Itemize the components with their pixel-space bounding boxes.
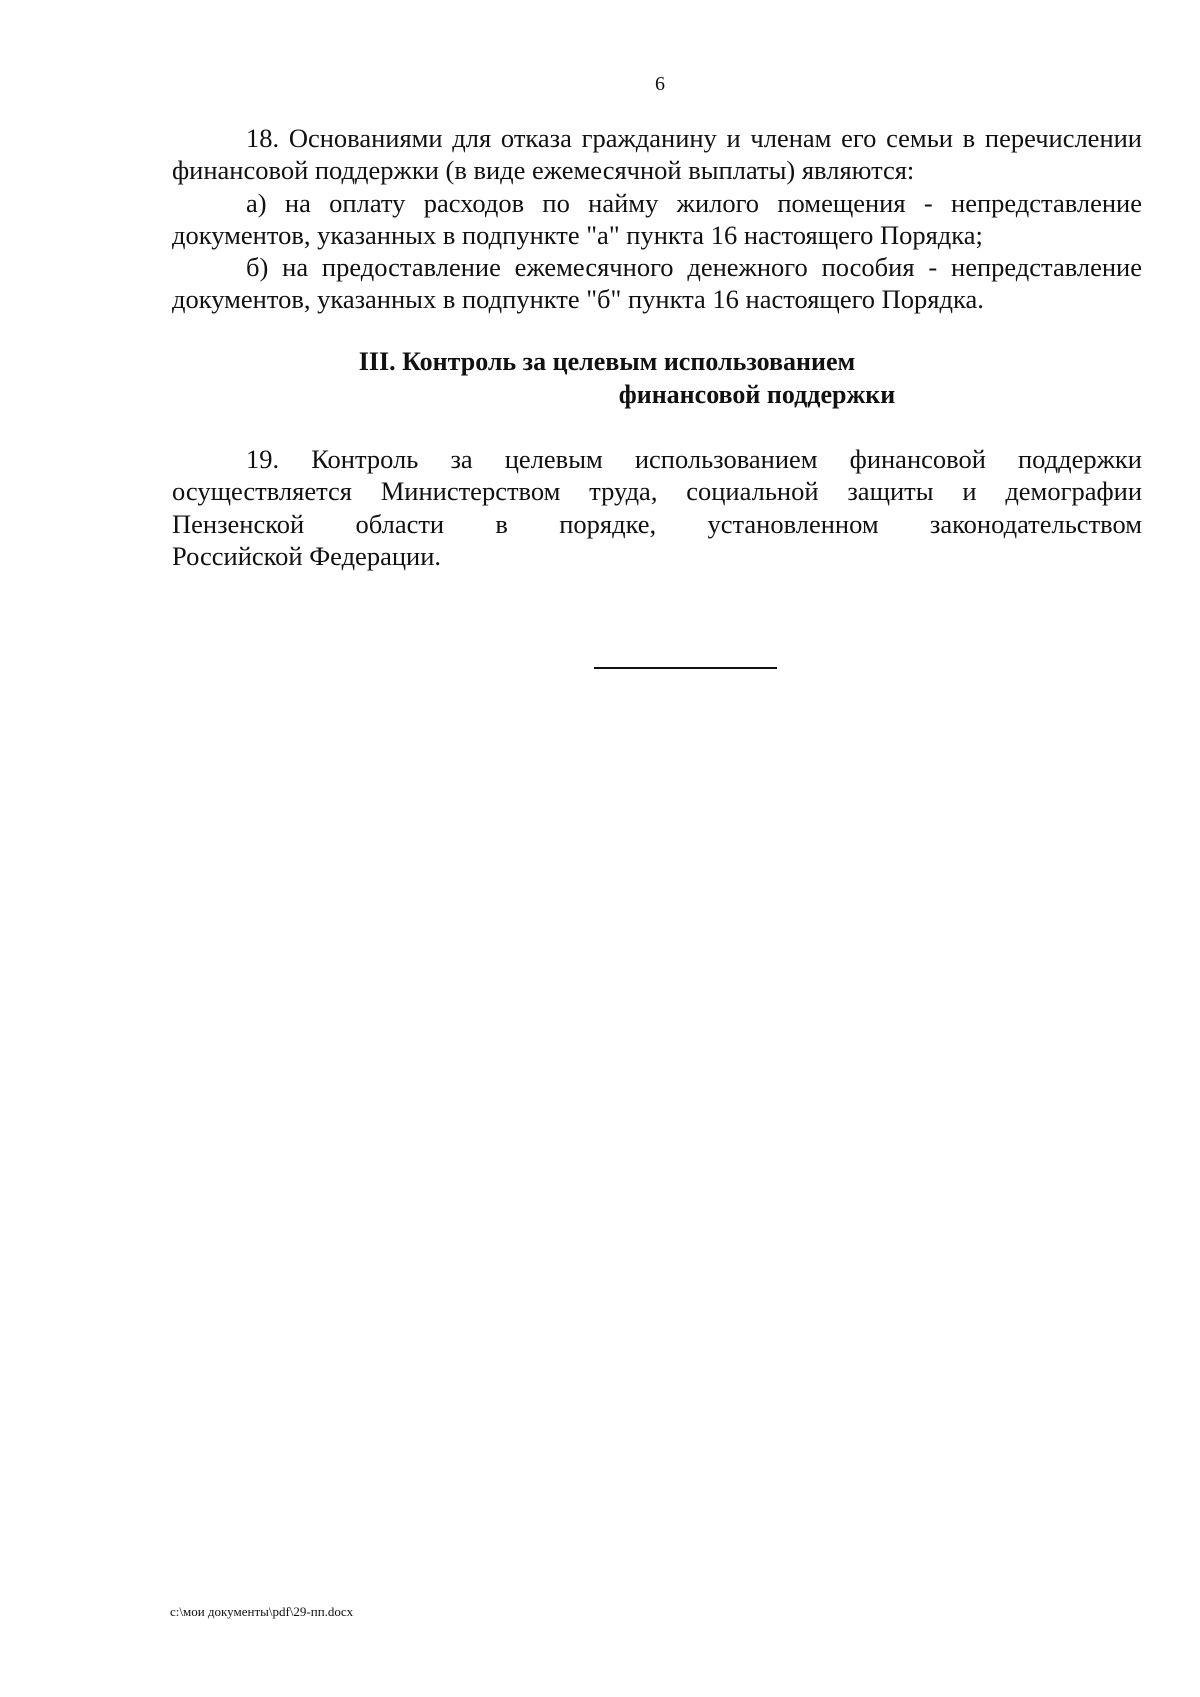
section-heading-line-1: III. Контроль за целевым использованием [358, 347, 856, 376]
section-18-block [172, 122, 1142, 316]
section-heading [172, 346, 1142, 411]
paragraph-18-item-a: а) на оплату расходов по найму жилого помещения - непредставление документов, указанных в подпункте "а" пункта 16 настоящего Порядка; [172, 187, 1142, 250]
paragraph-18-item-b: б) на предоставление ежемесячного денежного пособия - непредставление документов, указанных в подпункте "б" пункта 16 настоящего Порядка. [172, 252, 1142, 315]
end-of-text-rule [594, 667, 777, 669]
paragraph-19-main: 19. Контроль за целевым использованием финансовой поддержки осуществляется Министерством труда, социальной защиты и демографии Пензенской области в порядке, установленном законодательством [172, 444, 1142, 539]
section-heading-line-2: финансовой поддержки [618, 379, 896, 409]
page-number: 6 [655, 73, 665, 95]
section-19-block [172, 443, 1142, 572]
footer-file-path: c:\мои документы\pdf\29-пп.docx [170, 1604, 354, 1619]
paragraph-18-intro: 18. Основаниями для отказа гражданину и членам его семьи в перечислении финансовой поддержки (в виде ежемесячной выплаты) являются: [172, 123, 1142, 186]
paragraph-19-end: Российской Федерации. [172, 540, 441, 571]
